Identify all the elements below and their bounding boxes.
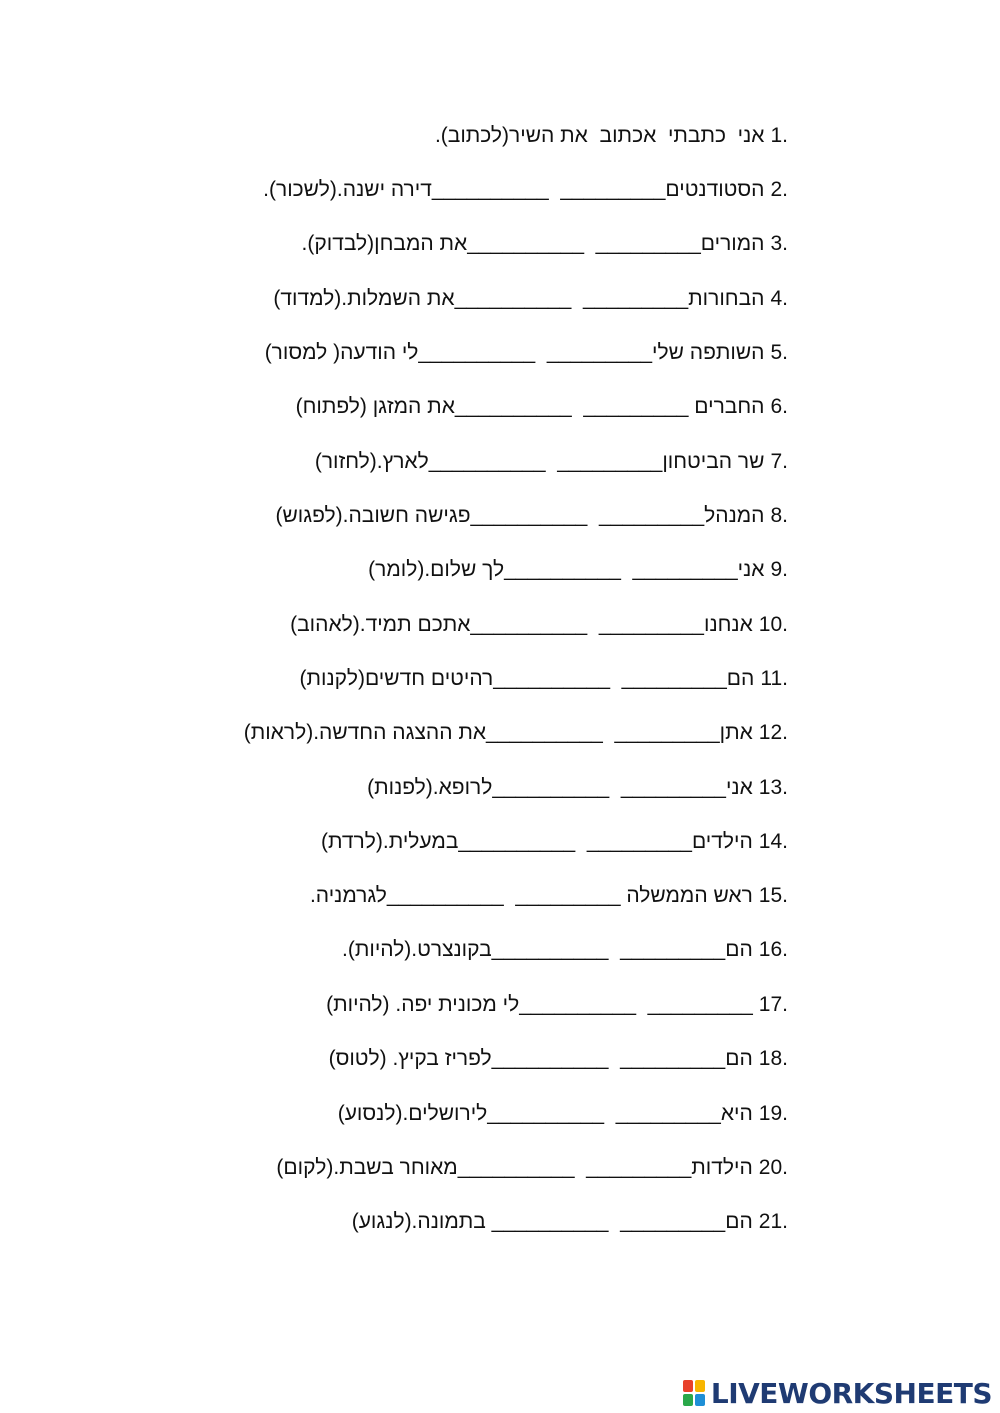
exercise-item-content [28,284,788,314]
exercise-item-content [28,447,788,477]
exercise-item-content [28,501,788,531]
exercise-item-content [28,935,788,965]
exercise-sentence: החברים _________ __________את המזגן (לפתוח) [295,395,765,418]
exercise-item [28,990,788,1020]
exercise-item-content [28,1207,788,1237]
exercise-sentence: אני_________ __________לך שלום.(לומר) [368,558,765,581]
exercise-sentence: אתן_________ __________את ההצגה החדשה.(לראות) [243,721,753,744]
exercise-number: 13. [758,776,788,799]
exercise-sentence: הם_________ __________רהיטים חדשים(לקנות) [299,667,755,690]
exercise-item-content [28,392,788,422]
exercise-sentence: השותפה שלי_________ __________לי הודעה( למסור) [264,341,765,364]
exercise-item-content [28,881,788,911]
exercise-item-content [28,827,788,857]
exercise-number: 9. [770,558,788,581]
exercise-item [28,610,788,640]
exercise-item [28,447,788,477]
exercise-sentence: הבחורות_________ __________את השמלות.(למדוד) [273,287,765,310]
exercise-number: 15. [758,884,788,907]
exercise-sentence: הילדות_________ __________מאוחר בשבת.(לקום) [276,1156,753,1179]
exercise-item-content [28,1099,788,1129]
brand-text: LIVEWORKSHEETS [710,1376,992,1410]
exercise-number: 19. [758,1102,788,1125]
exercise-sentence: היא_________ __________לירושלים.(לנסוע) [337,1102,753,1125]
exercise-item [28,392,788,422]
exercise-sentence: הם_________ __________לפריז בקיץ. (לטוס) [328,1047,753,1070]
exercise-item [28,718,788,748]
logo-block [683,1394,693,1406]
exercise-number: 14. [758,830,788,853]
exercise-item-content [28,338,788,368]
exercise-item-content [28,175,788,205]
exercise-item [28,121,788,151]
exercise-sentence: הילדים_________ __________במעלית.(לרדת) [321,830,753,853]
exercise-sentence: הסטודנטים_________ __________דירה ישנה.(לשכור). [263,178,765,201]
exercise-sentence: המנהל_________ __________פגישה חשובה.(לפגוש) [275,504,765,527]
exercise-number: 3. [770,232,788,255]
liveworksheets-logo [683,1376,992,1410]
exercise-item-content [28,990,788,1020]
exercise-number: 11. [760,667,788,690]
exercise-number: 12. [758,721,788,744]
exercise-item [28,881,788,911]
exercise-item [28,935,788,965]
exercise-sentence: הם_________ __________בקונצרט.(להיות). [342,938,753,961]
exercise-number: 20. [758,1156,788,1179]
exercise-item [28,501,788,531]
exercise-item [28,1207,788,1237]
exercise-sentence: ראש הממשלה _________ __________לגרמניה. [309,884,753,907]
exercise-item-content [28,718,788,748]
exercise-number: 1. [770,124,788,147]
exercise-sentence: המורים_________ __________את המבחן(לבדוק). [301,232,765,255]
exercise-number: 7. [770,450,788,473]
exercise-number: 8. [770,504,788,527]
exercise-item-content [28,1044,788,1074]
logo-blocks-icon [683,1380,705,1406]
logo-block [695,1394,705,1406]
exercise-item [28,773,788,803]
exercise-sentence: _________ __________לי מכונית יפה. (להיות) [326,993,753,1016]
exercise-number: 6. [770,395,788,418]
exercise-number: 10. [758,613,788,636]
exercise-item [28,284,788,314]
logo-block [695,1380,705,1392]
exercise-item-content [28,773,788,803]
logo-block [683,1380,693,1392]
exercise-item [28,175,788,205]
exercise-item-content [28,1153,788,1183]
exercise-item [28,338,788,368]
exercise-item [28,1099,788,1129]
exercise-item-content [28,610,788,640]
exercise-item [28,664,788,694]
exercise-sentence: אנחנו_________ __________אתכם תמיד.(לאהוב) [290,613,753,636]
exercise-sentence: אני כתבתי אכתוב את השיר(לכתוב). [434,124,765,147]
exercise-number: 16. [758,938,788,961]
exercise-number: 21. [758,1210,788,1233]
exercise-item [28,229,788,259]
exercise-item [28,827,788,857]
exercise-number: 5. [770,341,788,364]
exercise-item-content [28,229,788,259]
exercise-number: 4. [770,287,788,310]
exercise-item-content [28,555,788,585]
exercise-item [28,1044,788,1074]
exercise-sentence: שר הביטחון_________ __________לארץ.(לחזור) [314,450,765,473]
exercise-sentence: הם_________ __________ בתמונה.(לנגוע) [351,1210,753,1233]
exercise-item [28,555,788,585]
exercise-sentence: אני_________ __________לרופא.(לפנות) [367,776,753,799]
exercise-item-content [28,121,788,151]
exercise-number: 2. [770,178,788,201]
exercise-number: 17. [758,993,788,1016]
exercise-number: 18. [758,1047,788,1070]
exercise-item-content [28,664,788,694]
exercise-item [28,1153,788,1183]
